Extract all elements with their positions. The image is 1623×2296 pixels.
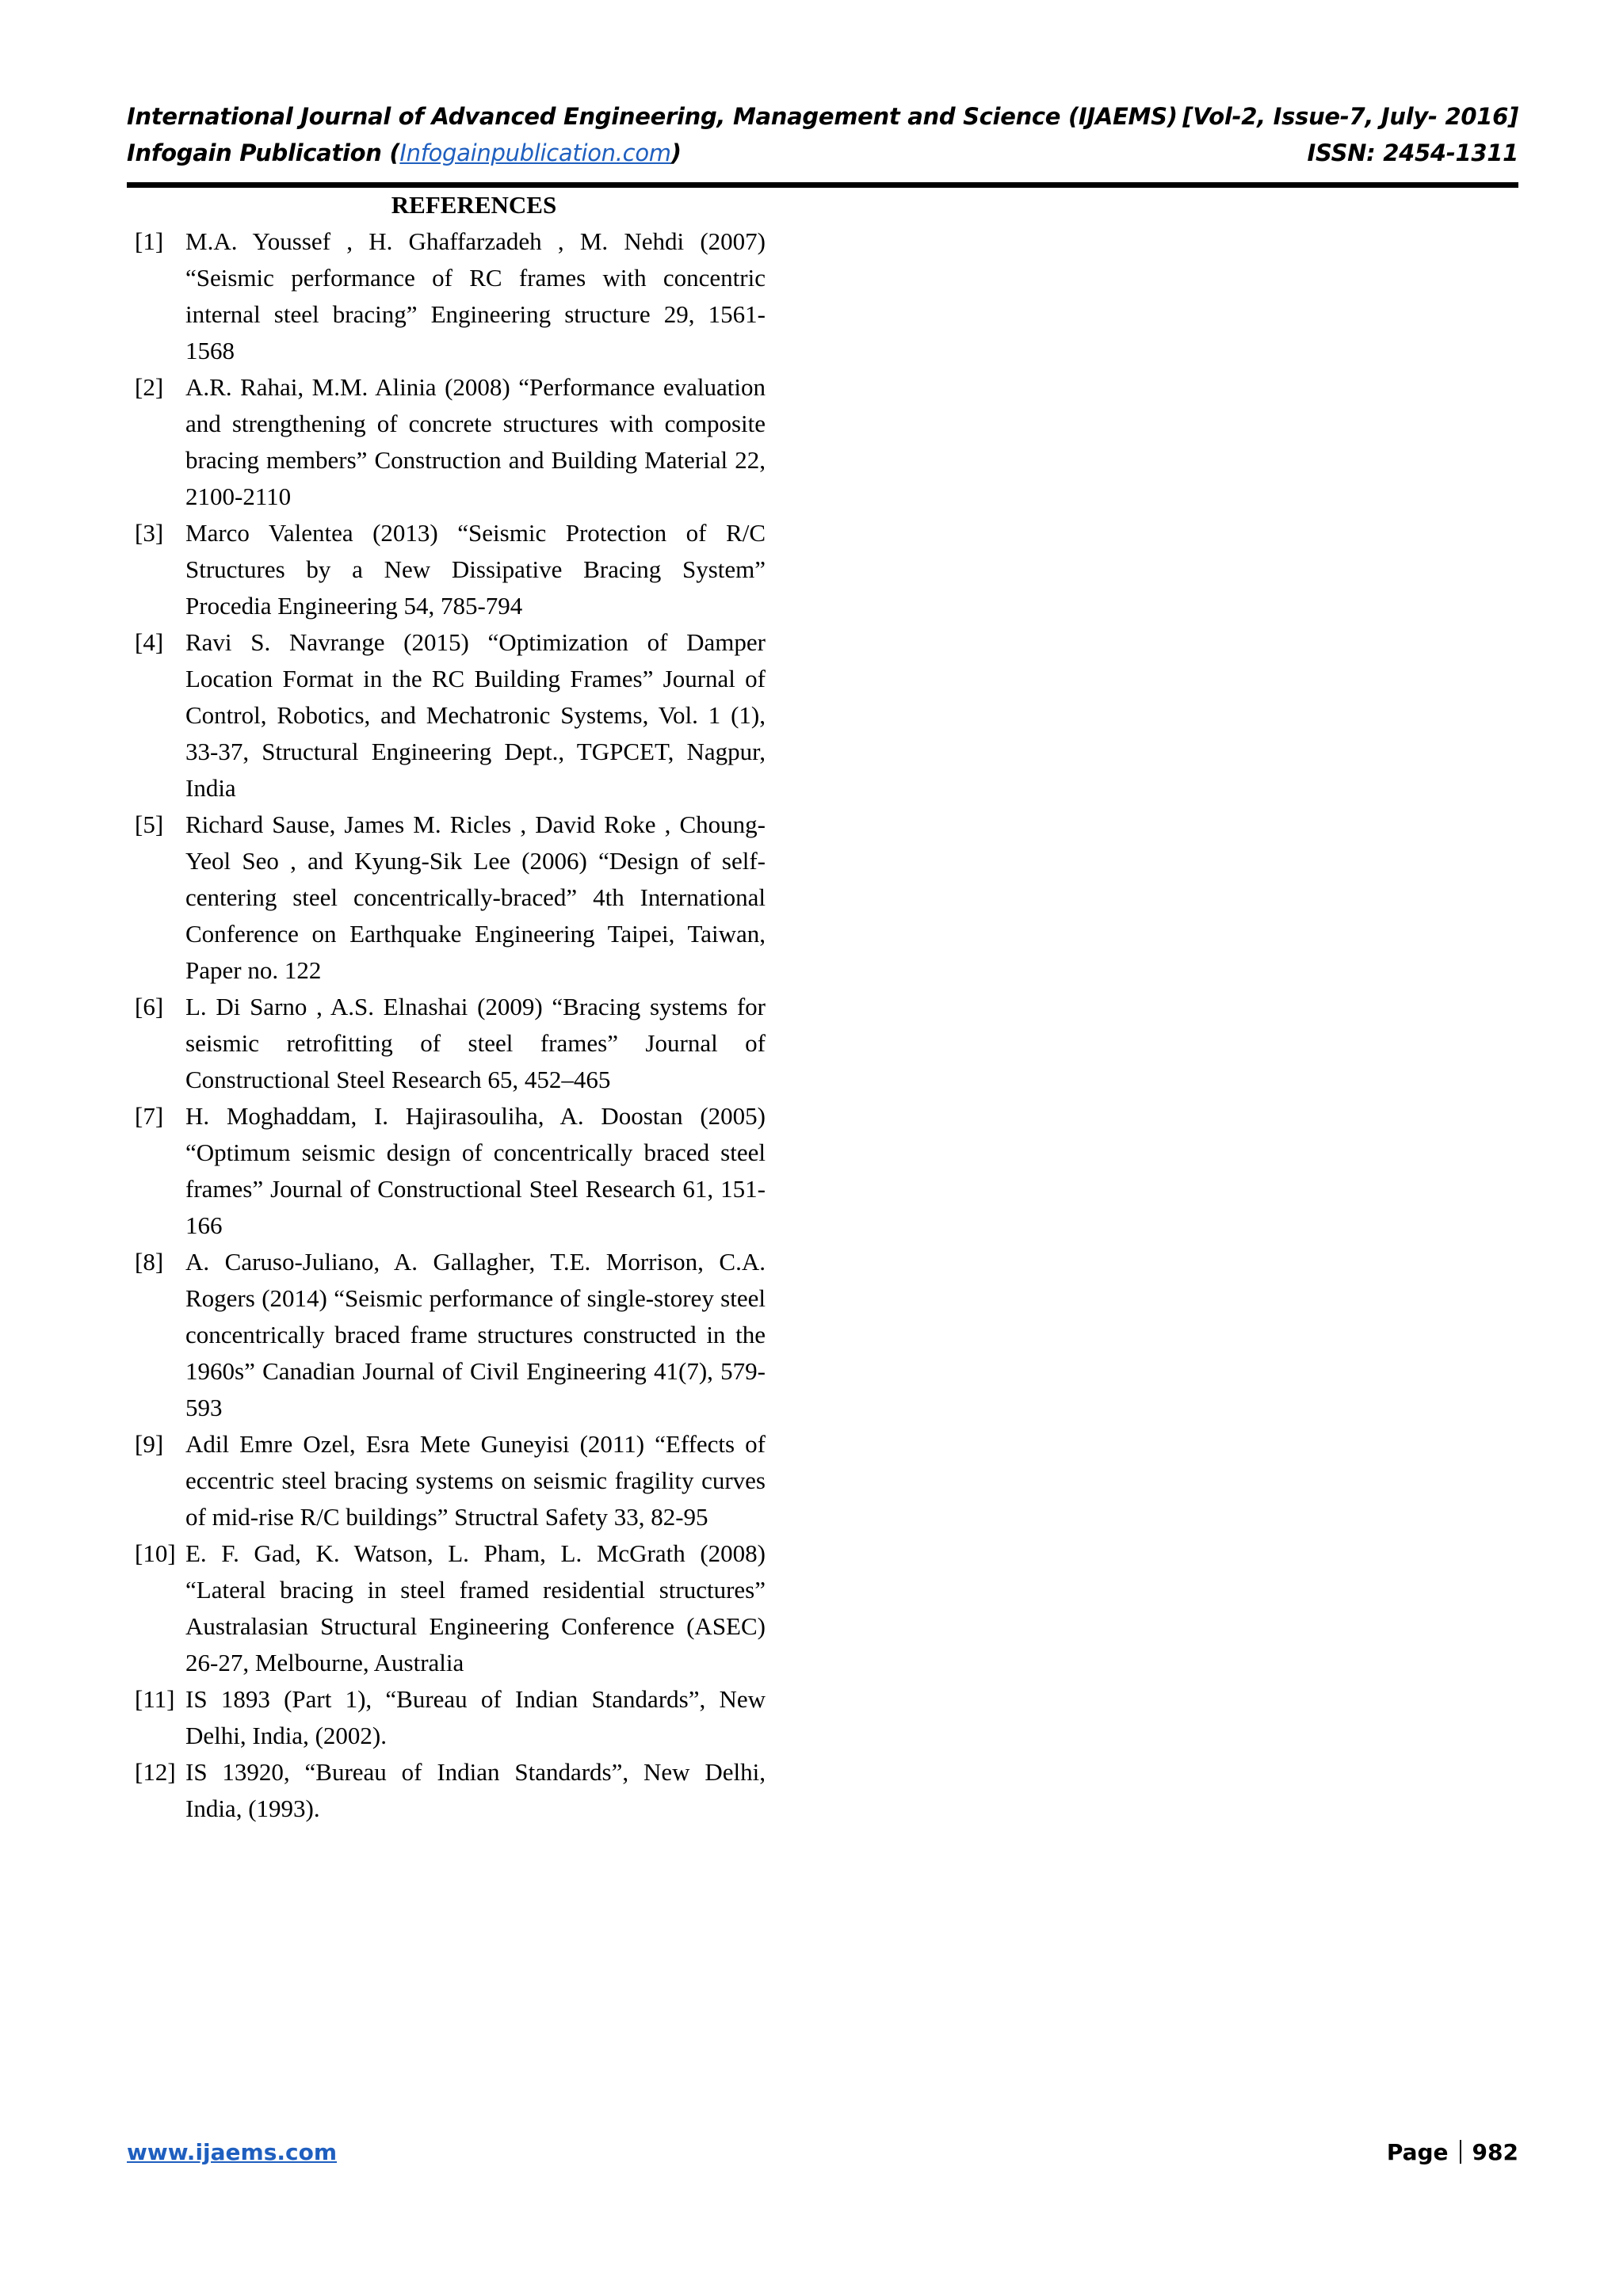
reference-number: [8] <box>135 1248 164 1276</box>
volume-info: [Vol-2, Issue-7, July- 2016] <box>1182 103 1518 130</box>
reference-item <box>135 807 766 989</box>
publisher-prefix: Infogain Publication ( <box>127 139 400 166</box>
reference-item <box>135 989 766 1098</box>
publisher-line <box>127 135 682 171</box>
reference-text: A. Caruso-Juliano, A. Gallagher, T.E. Morrison, C.A. Rogers (2014) “Seismic performance of single-storey steel concentrically braced frame structures constructed in the 1960s” Canadian Journal of Civil Engineering 41(7), 579-593 <box>185 1248 766 1421</box>
reference-item <box>135 515 766 624</box>
reference-item <box>135 1426 766 1535</box>
publisher-link[interactable]: Infogainpublication.com <box>399 139 671 166</box>
issn: ISSN: 2454-1311 <box>1307 139 1518 166</box>
page-separator <box>1460 2140 1461 2164</box>
page-number-block <box>1387 2139 1518 2165</box>
reference-item <box>135 624 766 807</box>
reference-item <box>135 369 766 515</box>
reference-number: [6] <box>135 993 164 1020</box>
reference-number: [7] <box>135 1102 164 1130</box>
reference-item <box>135 1098 766 1244</box>
publisher-suffix: ) <box>670 139 682 166</box>
page-footer <box>127 2139 1518 2171</box>
reference-text: Ravi S. Navrange (2015) “Optimization of Damper Location Format in the RC Building Frames” Journal of Control, Robotics, and Mechatronic Systems, Vol. 1 (1), 33-37, Structural Engineering Dept., TGPCET, Nagpur, India <box>185 628 766 802</box>
reference-number: [2] <box>135 373 164 401</box>
reference-text: IS 13920, “Bureau of Indian Standards”, New Delhi, India, (1993). <box>185 1758 766 1822</box>
reference-text: E. F. Gad, K. Watson, L. Pham, L. McGrath (2008) “Lateral bracing in steel framed residential structures” Australasian Structural Engineering Conference (ASEC) 26-27, Melbourne, Australia <box>185 1539 766 1676</box>
reference-item <box>135 1681 766 1754</box>
reference-number: [3] <box>135 519 164 547</box>
reference-number: [10] <box>135 1539 176 1567</box>
journal-title: International Journal of Advanced Engineering, Management and Science (IJAEMS) <box>127 103 1178 130</box>
references-section <box>135 187 766 1827</box>
reference-item <box>135 223 766 369</box>
website-link[interactable]: www.ijaems.com <box>127 2139 338 2165</box>
reference-number: [9] <box>135 1430 164 1458</box>
page-number: 982 <box>1472 2139 1518 2165</box>
reference-text: M.A. Youssef , H. Ghaffarzadeh , M. Nehdi (2007) “Seismic performance of RC frames with concentric internal steel bracing” Engineering structure 29, 1561-1568 <box>185 227 766 364</box>
reference-text: A.R. Rahai, M.M. Alinia (2008) “Performance evaluation and strengthening of concrete structures with composite bracing members” Construction and Building Material 22, 2100-2110 <box>185 373 766 510</box>
reference-number: [4] <box>135 628 164 656</box>
reference-number: [11] <box>135 1685 175 1713</box>
reference-number: [12] <box>135 1758 176 1786</box>
reference-number: [1] <box>135 227 164 255</box>
reference-text: H. Moghaddam, I. Hajirasouliha, A. Doostan (2005) “Optimum seismic design of concentrically braced steel frames” Journal of Constructional Steel Research 61, 151-166 <box>185 1102 766 1239</box>
reference-text: L. Di Sarno , A.S. Elnashai (2009) “Bracing systems for seismic retrofitting of steel frames” Journal of Constructional Steel Research 65, 452–465 <box>185 993 766 1093</box>
reference-item <box>135 1535 766 1681</box>
references-heading: REFERENCES <box>391 191 557 219</box>
page-header <box>127 98 1518 171</box>
reference-text: IS 1893 (Part 1), “Bureau of Indian Standards”, New Delhi, India, (2002). <box>185 1685 766 1749</box>
reference-number: [5] <box>135 810 164 838</box>
reference-text: Marco Valentea (2013) “Seismic Protection of R/C Structures by a New Dissipative Bracing System” Procedia Engineering 54, 785-794 <box>185 519 766 620</box>
reference-text: Adil Emre Ozel, Esra Mete Guneyisi (2011) “Effects of eccentric steel bracing systems on seismic fragility curves of mid-rise R/C buildings” Structral Safety 33, 82-95 <box>185 1430 766 1531</box>
reference-text: Richard Sause, James M. Ricles , David Roke , Choung-Yeol Seo , and Kyung-Sik Lee (2006) “Design of self-centering steel concentrically-braced” 4th International Conference on Earthquake Engineering Taipei, Taiwan, Paper no. 122 <box>185 810 766 984</box>
page-label: Page <box>1386 2139 1449 2165</box>
reference-item <box>135 1754 766 1827</box>
reference-item <box>135 1244 766 1426</box>
